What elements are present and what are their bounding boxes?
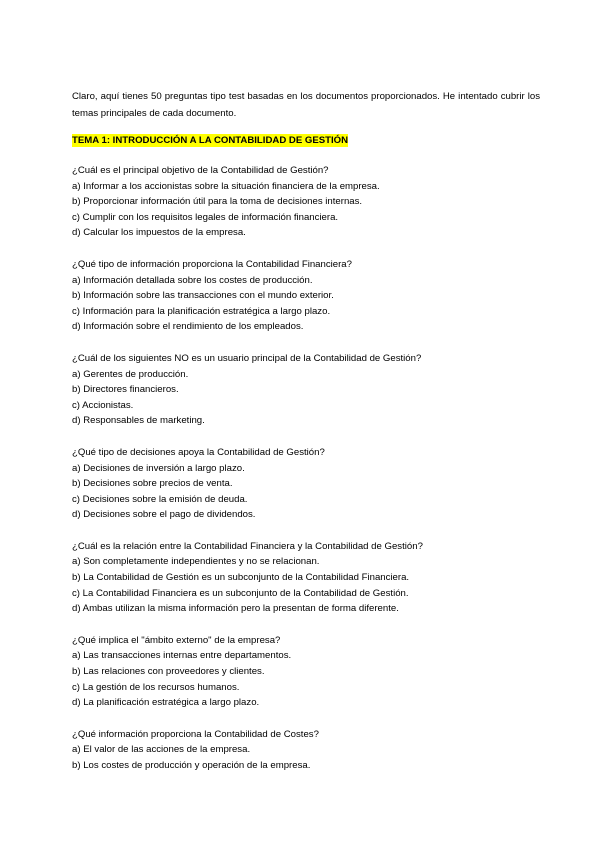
answer-option: b) Decisiones sobre precios de venta. bbox=[72, 478, 233, 490]
answer-option: d) Calcular los impuestos de la empresa. bbox=[72, 227, 246, 239]
question-3 bbox=[72, 351, 540, 429]
answer-option: d) Información sobre el rendimiento de los empleados. bbox=[72, 321, 304, 333]
answer-option: a) Gerentes de producción. bbox=[72, 368, 189, 380]
answer-option: c) Cumplir con los requisitos legales de información financiera. bbox=[72, 211, 339, 223]
question-1 bbox=[72, 163, 540, 241]
question-5 bbox=[72, 539, 540, 617]
question-text: ¿Qué información proporciona la Contabilidad de Costes? bbox=[72, 728, 319, 740]
question-text: ¿Qué implica el "ámbito externo" de la empresa? bbox=[72, 634, 281, 646]
answer-option: c) La Contabilidad Financiera es un subconjunto de la Contabilidad de Gestión. bbox=[72, 587, 409, 599]
answer-option: c) Información para la planificación estratégica a largo plazo. bbox=[72, 305, 331, 317]
question-7 bbox=[72, 727, 540, 774]
answer-option: b) Proporcionar información útil para la toma de decisiones internas. bbox=[72, 196, 363, 208]
question-2 bbox=[72, 257, 540, 335]
answer-option: b) Información sobre las transacciones con el mundo exterior. bbox=[72, 290, 334, 302]
answer-option: d) La planificación estratégica a largo plazo. bbox=[72, 697, 260, 709]
answer-option: b) La Contabilidad de Gestión es un subconjunto de la Contabilidad Financiera. bbox=[72, 572, 410, 584]
question-list bbox=[72, 163, 540, 774]
answer-option: b) Las relaciones con proveedores y clientes. bbox=[72, 666, 265, 678]
intro-paragraph: Claro, aquí tienes 50 preguntas tipo test basadas en los documentos proporcionados. He intentado cubrir los temas principales de cada documento. bbox=[72, 91, 540, 119]
question-6 bbox=[72, 633, 540, 711]
answer-option: a) Informar a los accionistas sobre la situación financiera de la empresa. bbox=[72, 180, 380, 192]
section-heading-highlight: TEMA 1: INTRODUCCIÓN A LA CONTABILIDAD DE GESTIÓN bbox=[72, 135, 349, 146]
answer-option: a) Información detallada sobre los costes de producción. bbox=[72, 274, 313, 286]
question-4 bbox=[72, 445, 540, 523]
answer-option: d) Responsables de marketing. bbox=[72, 415, 205, 427]
question-text: ¿Cuál es la relación entre la Contabilidad Financiera y la Contabilidad de Gestión? bbox=[72, 540, 423, 552]
answer-option: c) Decisiones sobre la emisión de deuda. bbox=[72, 493, 248, 505]
answer-option: a) Decisiones de inversión a largo plazo. bbox=[72, 462, 245, 474]
answer-option: d) Decisiones sobre el pago de dividendos. bbox=[72, 509, 256, 521]
answer-option: a) Son completamente independientes y no se relacionan. bbox=[72, 556, 320, 568]
answer-option: a) El valor de las acciones de la empresa. bbox=[72, 744, 251, 756]
question-text: ¿Qué tipo de decisiones apoya la Contabilidad de Gestión? bbox=[72, 446, 325, 458]
answer-option: b) Directores financieros. bbox=[72, 384, 179, 396]
section-heading bbox=[72, 134, 540, 148]
question-text: ¿Cuál de los siguientes NO es un usuario principal de la Contabilidad de Gestión? bbox=[72, 352, 422, 364]
answer-option: c) La gestión de los recursos humanos. bbox=[72, 681, 240, 693]
question-text: ¿Qué tipo de información proporciona la Contabilidad Financiera? bbox=[72, 258, 352, 270]
answer-option: a) Las transacciones internas entre departamentos. bbox=[72, 650, 292, 662]
answer-option: c) Accionistas. bbox=[72, 399, 134, 411]
answer-option: d) Ambas utilizan la misma información pero la presentan de forma diferente. bbox=[72, 603, 399, 615]
answer-option: b) Los costes de producción y operación de la empresa. bbox=[72, 760, 311, 771]
question-text: ¿Cuál es el principal objetivo de la Contabilidad de Gestión? bbox=[72, 165, 329, 176]
